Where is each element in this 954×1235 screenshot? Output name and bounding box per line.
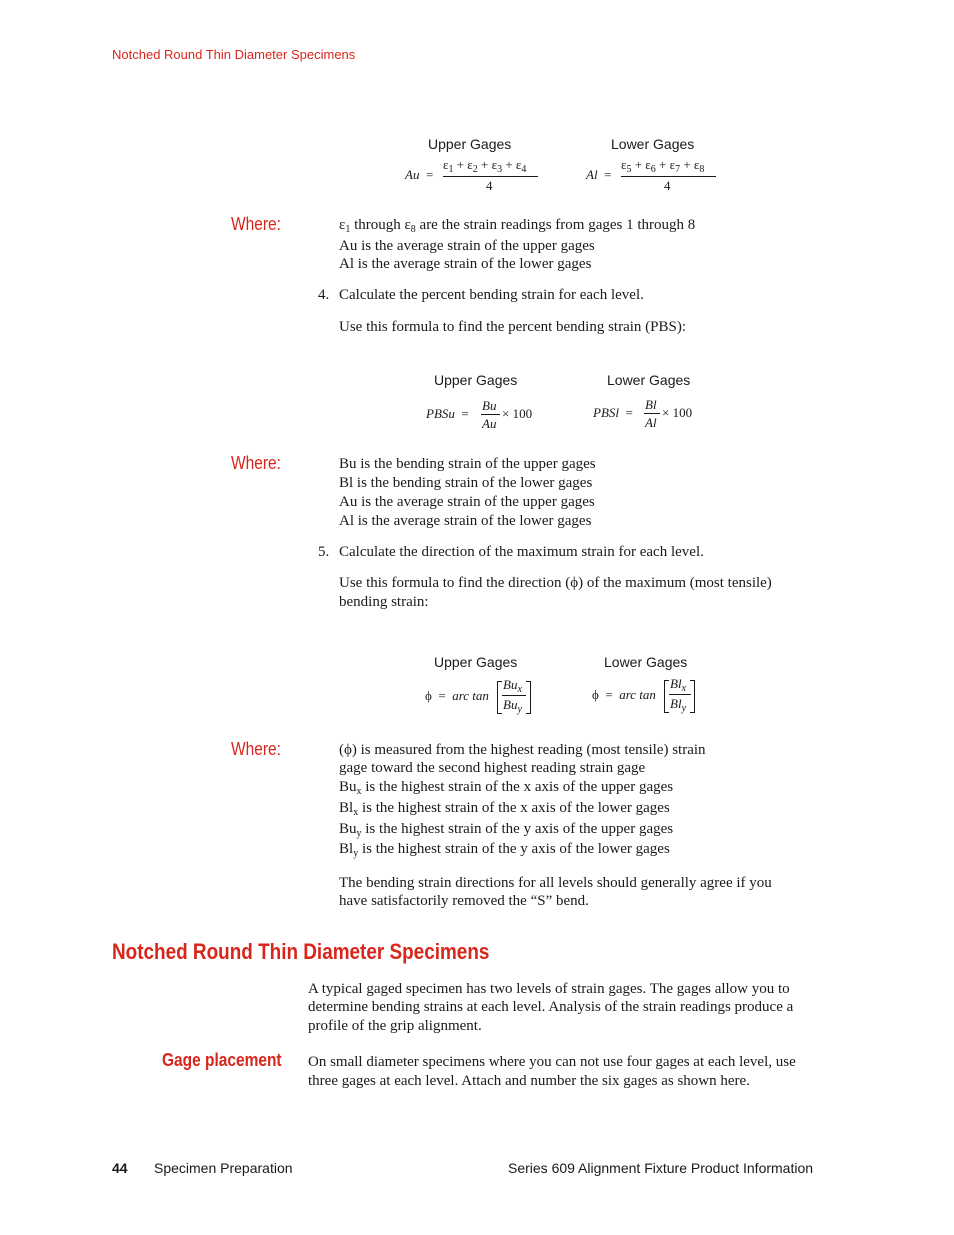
- eq3-lower-phi: ϕ: [592, 687, 599, 702]
- eq2-lower-lhs-wrap: PBSl =: [593, 405, 633, 420]
- where3-line-5: $Bu_y$ is the highest strain of the y axis of the upper gages: [339, 821, 674, 839]
- eq2-lower-lhs: PBSl: [593, 405, 619, 420]
- eq1-upper-denominator: 4: [486, 178, 493, 193]
- eq1-lower-denominator: 4: [664, 178, 671, 193]
- eq2-upper-fraction-bar: [481, 414, 500, 415]
- step-5-number: 5.: [318, 544, 330, 560]
- footer-publication: Series 609 Alignment Fixture Product Information: [508, 1160, 814, 1176]
- upper-gages-header-2: Upper Gages: [434, 372, 518, 388]
- where-label-1: Where:: [231, 214, 281, 234]
- gage-placement-line-1: On small diameter specimens where you can not use four gages at each level, use: [308, 1054, 796, 1070]
- closing-paragraph-line-1: The bending strain directions for all levels should generally agree if you: [339, 875, 772, 891]
- where1-line-1: $\varepsilon_1$ through $\varepsilon_8$ are the strain readings from gages 1 through 8: [339, 217, 696, 235]
- upper-gages-header: Upper Gages: [428, 136, 512, 152]
- section-title: Notched Round Thin Diameter Specimens: [112, 939, 490, 964]
- eq3-upper-phi: ϕ: [425, 688, 432, 703]
- closing-paragraph-line-2: have satisfactorily removed the “S” bend.: [339, 893, 589, 909]
- gage-placement-line-2: three gages at each level. Attach and number the six gages as shown here.: [308, 1073, 750, 1089]
- eq1-lower-fraction-bar: [621, 176, 716, 177]
- eq1-lower-numerator: $\varepsilon_5 + \varepsilon_6 + \varepsilon_7 + \varepsilon_8$: [621, 157, 705, 175]
- footer-chapter: Specimen Preparation: [154, 1160, 293, 1176]
- eq3-upper-right-bracket: [526, 681, 531, 714]
- eq3-lower-numerator: $Bl_x$: [670, 676, 687, 694]
- eq2-upper-lhs-wrap: PBSu =: [426, 406, 469, 421]
- eq3-lower-left-bracket: [664, 680, 669, 713]
- eq3-lower-denominator: $Bl_y$: [670, 696, 687, 714]
- eq3-upper-denominator: $Bu_y$: [503, 697, 522, 715]
- lower-gages-header-2: Lower Gages: [607, 372, 691, 388]
- eq2-lower-num-wrap: [645, 397, 657, 413]
- section-paragraph-line-2: determine bending strains at each level. Analysis of the strain readings produce a: [308, 999, 794, 1015]
- where3-line-3: $Bu_x$ is the highest strain of the x axis of the upper gages: [339, 779, 674, 797]
- where2-line-2: Bl is the bending strain of the lower gages: [339, 475, 593, 491]
- footer-page-number: 44: [112, 1160, 128, 1176]
- step-5-text: Calculate the direction of the maximum strain for each level.: [339, 544, 704, 560]
- eq1-upper-numerator: $\varepsilon_1 + \varepsilon_2 + \varepsilon_3 + \varepsilon_4$: [443, 157, 527, 175]
- eq3-upper-numerator: $Bu_x$: [503, 677, 522, 695]
- gage-placement-heading: Gage placement: [162, 1050, 282, 1070]
- where3-line-2: gage toward the second highest reading strain gage: [339, 760, 646, 776]
- eq3-lower-right-bracket: [690, 680, 695, 713]
- eq2-lower-denominator: Al: [645, 415, 657, 430]
- step-5-instruction-1: Use this formula to find the direction (ϕ) of the maximum (most tensile): [339, 575, 772, 591]
- eq3-upper-func: arc tan: [452, 688, 489, 703]
- eq2-lower-fraction-bar: [644, 413, 660, 414]
- eq1-lower-lhs: Al: [586, 167, 598, 182]
- eq3-lower-lhs-wrap: ϕ = arc tan: [592, 687, 656, 702]
- lower-gages-header: Lower Gages: [611, 136, 695, 152]
- eq1-upper-lhs: Au: [405, 167, 420, 182]
- eq1-lower-lhs-wrap: Al =: [586, 167, 612, 182]
- where-label-2: Where:: [231, 453, 281, 473]
- eq2-lower-den-wrap: [645, 415, 657, 431]
- eq1-upper-fraction-bar: [443, 176, 538, 177]
- where2-line-4: Al is the average strain of the lower gages: [339, 513, 592, 529]
- where3-line-6: $Bl_y$ is the highest strain of the y axis of the lower gages: [339, 841, 670, 859]
- where2-line-1: Bu is the bending strain of the upper gages: [339, 456, 596, 472]
- where3-line-4: $Bl_x$ is the highest strain of the x axis of the lower gages: [339, 800, 670, 818]
- eq3-lower-fraction-bar: [669, 694, 691, 695]
- where-label-3: Where:: [231, 739, 281, 759]
- eq3-lower-func: arc tan: [619, 687, 656, 702]
- where2-line-3: Au is the average strain of the upper gages: [339, 494, 595, 510]
- eq2-upper-numerator: Bu: [482, 398, 497, 413]
- upper-gages-header-3: Upper Gages: [434, 654, 518, 670]
- eq2-upper-num-wrap: [482, 398, 496, 414]
- step-4-text: Calculate the percent bending strain for each level.: [339, 287, 644, 303]
- eq3-upper-lhs-wrap: ϕ = arc tan: [425, 688, 489, 703]
- where1-line-3: Al is the average strain of the lower gages: [339, 256, 592, 272]
- eq2-upper-multiplier: × 100: [502, 406, 533, 421]
- eq1-upper-lhs-wrap: Au =: [405, 167, 434, 182]
- eq2-upper-denominator: Au: [482, 416, 497, 431]
- eq3-upper-left-bracket: [497, 681, 502, 714]
- lower-gages-header-3: Lower Gages: [604, 654, 688, 670]
- step-4-instruction: Use this formula to find the percent bending strain (PBS):: [339, 319, 687, 335]
- section-paragraph-line-3: profile of the grip alignment.: [308, 1018, 482, 1034]
- eq2-upper-lhs: PBSu: [426, 406, 455, 421]
- step-5-instruction-2: bending strain:: [339, 594, 429, 610]
- eq3-upper-fraction-bar: [502, 695, 526, 696]
- where3-line-1: (ϕ) is measured from the highest reading (most tensile) strain: [339, 742, 706, 758]
- running-head: Notched Round Thin Diameter Specimens: [112, 47, 356, 62]
- section-paragraph-line-1: A typical gaged specimen has two levels of strain gages. The gages allow you to: [308, 981, 790, 997]
- eq2-upper-den-wrap: [482, 416, 496, 432]
- eq2-lower-multiplier: × 100: [662, 405, 693, 420]
- where1-line-2: Au is the average strain of the upper gages: [339, 238, 595, 254]
- step-4-number: 4.: [318, 287, 330, 303]
- eq2-lower-numerator: Bl: [645, 397, 657, 412]
